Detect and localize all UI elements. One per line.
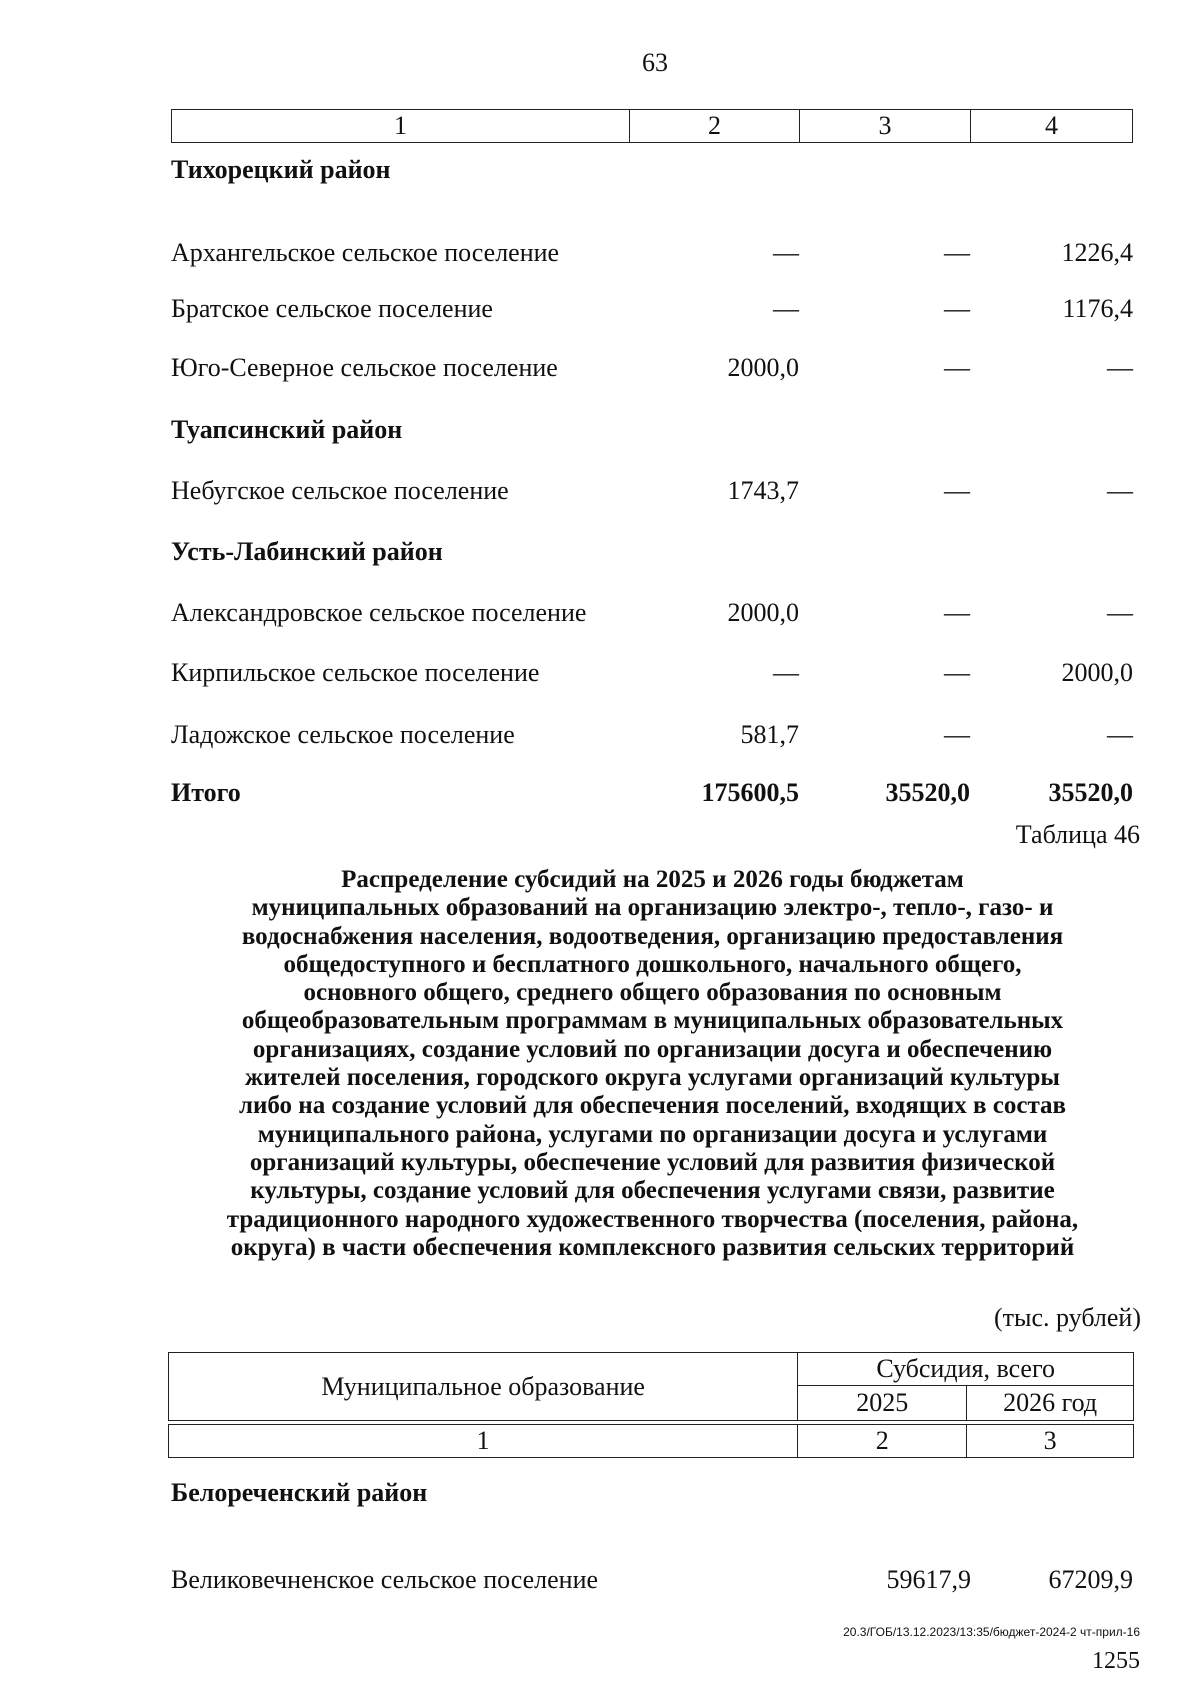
table45-body xyxy=(171,143,1133,808)
value-col-3: — xyxy=(944,238,970,267)
title-line: общеобразовательным программам в муниципальных образовательных xyxy=(241,1007,1064,1035)
table-row-district xyxy=(171,1472,1133,1508)
district-name: Усть-Лабинский район xyxy=(171,537,443,566)
value-col-3: — xyxy=(944,658,970,687)
table45-column-numbers xyxy=(171,109,1133,143)
value-col-3: — xyxy=(944,294,970,323)
table46-header xyxy=(168,1352,1134,1458)
value-2026: 67209,9 xyxy=(1048,1565,1133,1594)
title-line: организаций культуры, обеспечение условий для развития физической xyxy=(249,1148,1056,1176)
value-col-2: 581,7 xyxy=(740,720,799,749)
municipality-name: Великовечненское сельское поселение xyxy=(171,1565,599,1594)
value-col-3: — xyxy=(944,353,970,382)
title-line: округа) в части обеспечения комплексного развития сельских территорий xyxy=(230,1233,1075,1261)
value-col-4: — xyxy=(1107,598,1133,627)
district-name: Тихорецкий район xyxy=(171,155,391,184)
table-row xyxy=(171,567,1133,628)
total-col-4: 35520,0 xyxy=(1048,778,1133,807)
header-subsidy: Субсидия, всего xyxy=(798,1353,1134,1386)
title-line: общедоступного и бесплатного дошкольного, начального общего, xyxy=(283,950,1022,978)
value-col-2: — xyxy=(773,658,799,687)
table-row xyxy=(171,688,1133,750)
value-col-4: — xyxy=(1107,720,1133,749)
title-line: жителей поселения, городского округа услугами организаций культуры xyxy=(245,1064,1060,1092)
title-line: организациях, создание условий по организации досуга и обеспечению xyxy=(252,1035,1053,1063)
municipality-name: Ладожское сельское поселение xyxy=(171,720,515,749)
value-col-3: — xyxy=(944,720,970,749)
value-2025: 59617,9 xyxy=(886,1565,971,1594)
value-col-4: 2000,0 xyxy=(1061,658,1133,687)
sheet-number: 1255 xyxy=(1092,1648,1140,1674)
value-col-4: — xyxy=(1107,476,1133,505)
col-number-2: 2 xyxy=(630,110,800,142)
page-number: 63 xyxy=(642,48,668,77)
title-line: водоснабжения населения, водоотведения, организацию предоставления xyxy=(241,922,1064,950)
table-label: Таблица 46 xyxy=(1015,820,1140,849)
table-title xyxy=(160,866,1145,1262)
units-label: (тыс. рублей) xyxy=(993,1303,1141,1332)
title-line: традиционного народного художественного творчества (поселения, района, xyxy=(226,1205,1079,1233)
header-year-2026: 2026 год xyxy=(967,1386,1134,1421)
value-col-4: 1226,4 xyxy=(1061,238,1133,267)
total-col-3: 35520,0 xyxy=(885,778,970,807)
table-row xyxy=(171,445,1133,506)
table46-body xyxy=(171,1472,1133,1595)
district-name: Белореченский район xyxy=(171,1478,428,1507)
col-number-3: 3 xyxy=(967,1425,1134,1458)
value-col-2: — xyxy=(773,294,799,323)
col-number-4: 4 xyxy=(1045,111,1058,140)
total-label: Итого xyxy=(171,778,241,807)
table-row-total xyxy=(171,750,1133,808)
value-col-3: — xyxy=(944,598,970,627)
municipality-name: Александровское сельское поселение xyxy=(171,598,587,627)
table-row xyxy=(171,324,1133,383)
municipality-name: Юго-Северное сельское поселение xyxy=(171,353,558,382)
value-col-2: 1743,7 xyxy=(727,476,799,505)
value-col-4: 1176,4 xyxy=(1062,294,1133,323)
value-col-2: 2000,0 xyxy=(727,598,799,627)
col-number-2: 2 xyxy=(798,1425,967,1458)
table-row xyxy=(171,628,1133,688)
title-line: культуры, создание условий для обеспечения услугами связи, развитие xyxy=(250,1177,1055,1205)
header-year-2025: 2025 xyxy=(798,1386,967,1421)
table-row xyxy=(171,1508,1133,1595)
total-col-2: 175600,5 xyxy=(701,778,799,807)
value-col-3: — xyxy=(944,476,970,505)
header-municipality: Муниципальное образование xyxy=(169,1353,798,1421)
document-code: 20.3/ГОБ/13.12.2023/13:35/бюджет-2024-2 чт-прил-16 xyxy=(843,1625,1140,1639)
title-line: Распределение субсидий на 2025 и 2026 годы бюджетам xyxy=(341,866,964,893)
municipality-name: Братское сельское поселение xyxy=(171,294,493,323)
col-number-1: 1 xyxy=(172,110,630,142)
table-row-district xyxy=(171,383,1133,445)
title-line: основного общего, среднего общего образования по основным xyxy=(303,979,1002,1007)
col-number-1: 1 xyxy=(169,1425,798,1458)
col-number-3: 3 xyxy=(800,110,971,142)
table-row xyxy=(171,185,1133,268)
table-row-district xyxy=(171,143,1133,185)
district-name: Туапсинский район xyxy=(171,415,403,444)
title-line: муниципальных образований на организацию электро-, тепло-, газо- и xyxy=(251,894,1054,922)
title-line: либо на создание условий для обеспечения поселений, входящих в состав xyxy=(238,1092,1067,1120)
municipality-name: Кирпильское сельское поселение xyxy=(171,658,540,687)
table-row-district xyxy=(171,506,1133,567)
value-col-4: — xyxy=(1107,353,1133,382)
value-col-2: — xyxy=(773,238,799,267)
value-col-2: 2000,0 xyxy=(727,353,799,382)
municipality-name: Архангельское сельское поселение xyxy=(171,238,560,267)
municipality-name: Небугское сельское поселение xyxy=(171,476,509,505)
table-row xyxy=(171,268,1133,324)
title-line: муниципального района, услугами по организации досуга и услугами xyxy=(257,1120,1048,1148)
